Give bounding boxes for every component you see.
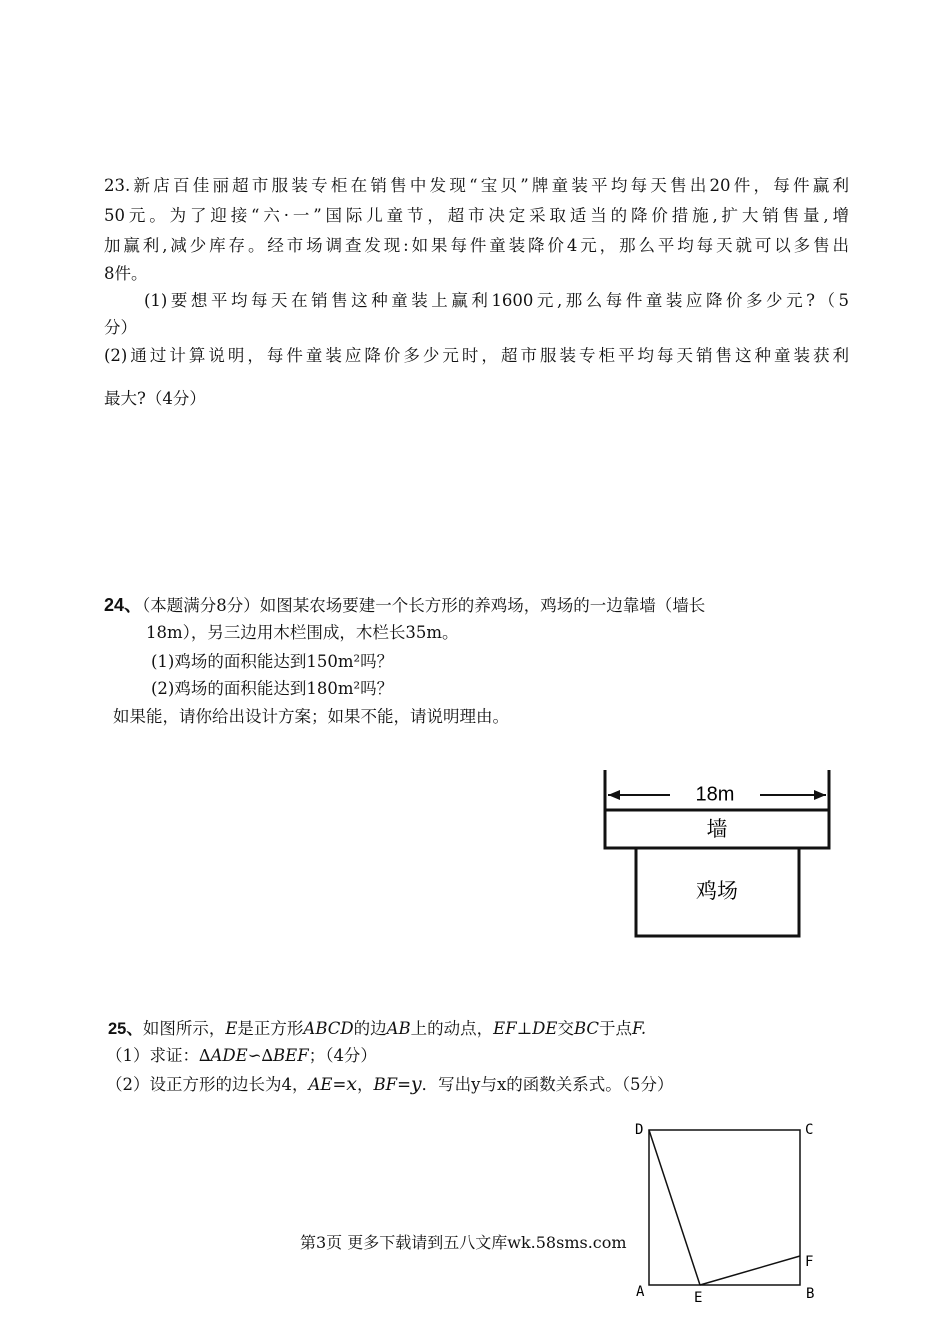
q25-stem-a: 如图所示， — [142, 1019, 226, 1038]
var-x: x — [346, 1073, 358, 1095]
segment-de — [649, 1130, 700, 1285]
q25-stem — [108, 1018, 853, 1040]
q24-line1-text: （本题满分8分）如图某农场要建一个长方形的养鸡场，鸡场的一边靠墙（墙长 — [142, 596, 706, 615]
square-abcd — [649, 1130, 800, 1285]
q25-stem-c: 的边 — [353, 1019, 387, 1038]
q23-part2-line1: (2)通过计算说明，每件童装应降价多少元时，超市服装专柜平均每天销售这种童装获利 — [104, 346, 849, 365]
q25-number: 25、 — [108, 1020, 143, 1038]
q25-part2-b: ．写出y与x的函数关系式。（5分） — [421, 1075, 674, 1094]
q23-line3: 加赢利,减少库存。经市场调查发现:如果每件童装降价4元，那么平均每天就可以多售出 — [104, 236, 849, 255]
length-label: 18m — [695, 783, 735, 806]
var-ef-perp-de: EF⊥DE — [493, 1019, 558, 1038]
wall-label: 墙 — [706, 817, 728, 841]
q25-part2 — [106, 1073, 851, 1096]
q25-stem-e: 交 — [557, 1019, 574, 1038]
var-bf: BF= — [373, 1075, 411, 1094]
q25-part1 — [106, 1045, 851, 1067]
square-figure — [630, 1118, 830, 1308]
label-f: F — [805, 1254, 814, 1270]
chicken-farm-figure — [600, 765, 836, 945]
q24-line1 — [104, 594, 849, 617]
similar-triangles: ∆ADE∽∆BEF — [199, 1046, 309, 1065]
segment-ef — [700, 1256, 800, 1285]
q23-line1: 23.新店百佳丽超市服装专柜在销售中发现“宝贝”牌童装平均每天售出20件，每件赢利 — [104, 176, 849, 195]
var-y: y — [410, 1073, 422, 1095]
var-bc: BC — [573, 1019, 600, 1038]
q23-line4: 8件。 — [104, 264, 148, 283]
q24-line2: 18m），另三边用木栏围成，木栏长35m。 — [146, 623, 459, 642]
q23-part1-line1: (1)要想平均每天在销售这种童装上赢利1600元,那么每件童装应降价多少元?（5 — [144, 291, 849, 310]
var-f: F. — [632, 1019, 647, 1038]
q25-stem-f: 于点 — [599, 1019, 633, 1038]
q25-stem-d: 上的动点， — [410, 1019, 494, 1038]
label-a: A — [636, 1284, 645, 1300]
q25-part2-a: （2）设正方形的边长为4， — [106, 1075, 309, 1094]
q25-comma: ， — [357, 1075, 374, 1094]
var-e: E — [225, 1019, 238, 1038]
var-ae: AE= — [308, 1075, 347, 1094]
page-footer: 第3页 更多下载请到五八文库wk.58sms.com — [300, 1233, 627, 1252]
q23-line2: 50元。为了迎接“六·一”国际儿童节，超市决定采取适当的降价措施,扩大销售量,增 — [104, 206, 849, 225]
q23-part1-line2: 分） — [104, 318, 137, 337]
label-c: C — [805, 1122, 814, 1138]
farm-label: 鸡场 — [696, 879, 738, 903]
q25-part1-a: （1）求证： — [106, 1046, 199, 1065]
q24-part1: (1)鸡场的面积能达到150m²吗？ — [151, 652, 394, 671]
var-ab: AB — [386, 1019, 411, 1038]
q25-stem-b: 是正方形 — [237, 1019, 304, 1038]
q23-part2-line2: 最大?（4分） — [104, 389, 206, 408]
label-b: B — [806, 1286, 815, 1302]
q24-line-end: 如果能，请你给出设计方案；如果不能，请说明理由。 — [113, 707, 509, 726]
label-d: D — [635, 1122, 644, 1138]
q24-number: 24、 — [104, 595, 143, 615]
q24-part2: (2)鸡场的面积能达到180m²吗？ — [151, 679, 394, 698]
var-abcd: ABCD — [303, 1019, 354, 1038]
q25-part1-b: ；（4分） — [308, 1046, 377, 1065]
label-e: E — [694, 1290, 703, 1306]
